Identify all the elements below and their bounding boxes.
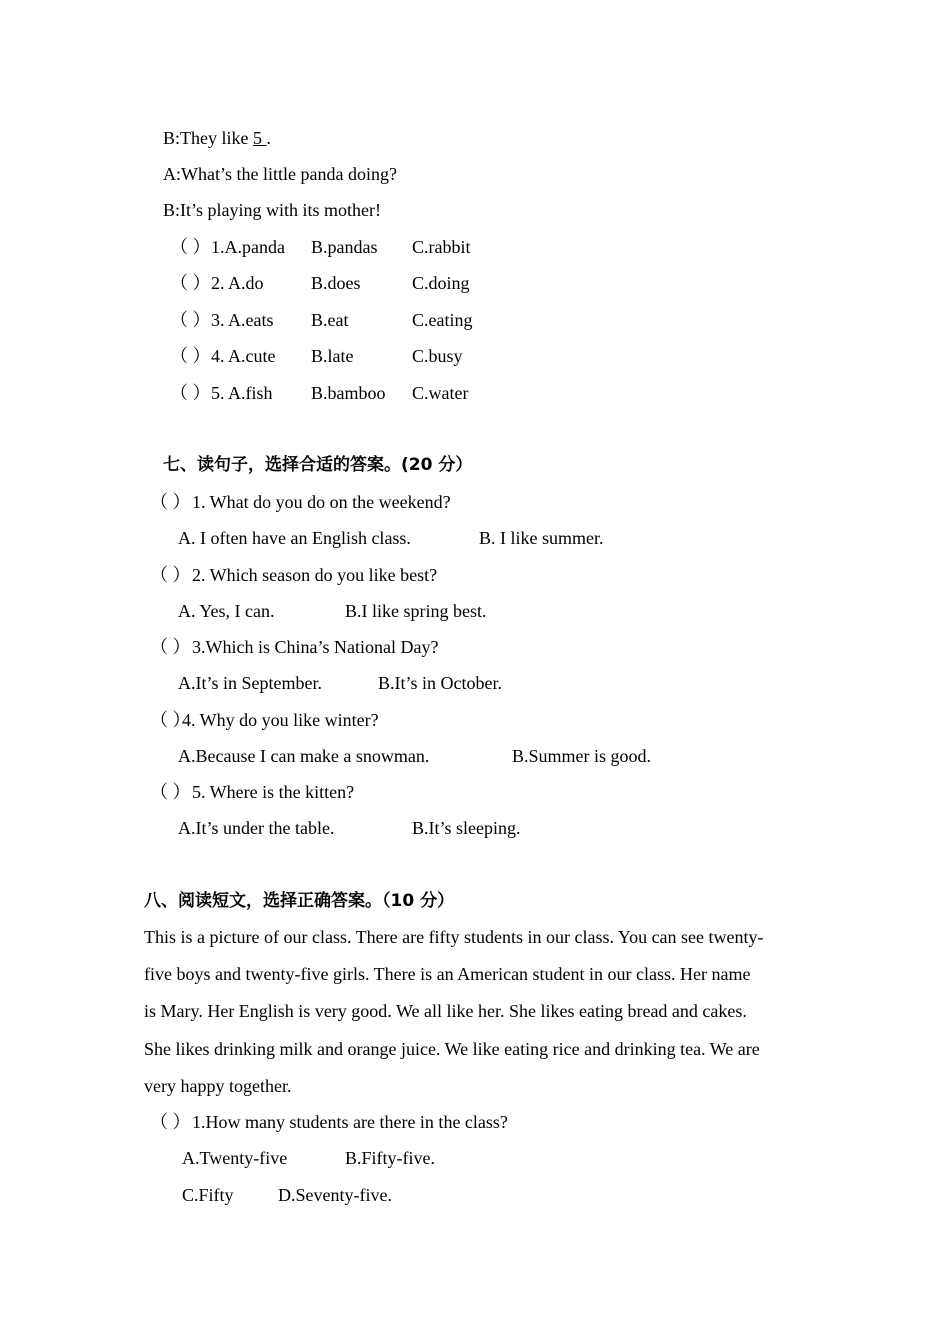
answer-paren[interactable]: （ ） (150, 565, 191, 585)
dialogue-line-1-suffix: . (266, 128, 271, 148)
question-text: 5. Where is the kitten? (192, 782, 355, 802)
answer-paren[interactable]: （ ） (170, 273, 211, 293)
option-c: C.Fifty (182, 1185, 234, 1205)
option-a: A.It’s in September. (178, 673, 322, 693)
option-num: 2. A.do (211, 273, 264, 293)
option-d: D.Seventy-five. (278, 1185, 392, 1205)
answer-paren[interactable]: （ ） (150, 637, 191, 657)
option-b: B.bamboo (311, 383, 386, 403)
dialogue-line-2: A:What’s the little panda doing? (163, 164, 397, 184)
option-b: B.pandas (311, 237, 378, 257)
option-c: C.busy (412, 346, 463, 366)
question-text: 1. What do you do on the weekend? (192, 492, 451, 512)
passage-line: very happy together. (144, 1076, 292, 1096)
option-a: A.Twenty-five (182, 1148, 288, 1168)
question-text: 4. Why do you like winter? (182, 710, 379, 730)
option-a: A. Yes, I can. (178, 601, 275, 621)
option-c: C.eating (412, 310, 473, 330)
dialogue-blank-5: 5 (252, 128, 267, 148)
option-a: A.It’s under the table. (178, 818, 335, 838)
option-b: B.It’s in October. (378, 673, 502, 693)
answer-paren[interactable]: （ ） (170, 346, 211, 366)
option-b: B.late (311, 346, 354, 366)
passage-line: is Mary. Her English is very good. We all like her. She likes eating bread and cakes. (144, 1001, 747, 1021)
answer-paren[interactable]: （ ） (170, 237, 211, 257)
answer-paren[interactable]: （ ） (150, 710, 191, 730)
option-c: C.water (412, 383, 469, 403)
section7-title: 七、读句子，选择合适的答案。(20 分） (163, 455, 473, 475)
answer-paren[interactable]: （ ） (150, 782, 191, 802)
answer-paren[interactable]: （ ） (150, 492, 191, 512)
dialogue-line-1-prefix: B:They like (163, 128, 253, 148)
option-c: C.doing (412, 273, 470, 293)
dialogue-line-1 (163, 127, 271, 149)
option-b: B.eat (311, 310, 349, 330)
option-num: 3. A.eats (211, 310, 274, 330)
option-b: B. I like summer. (479, 528, 604, 548)
option-b: B.Fifty-five. (345, 1148, 435, 1168)
question-text: 1.How many students are there in the class? (192, 1112, 508, 1132)
option-b: B.Summer is good. (512, 746, 652, 766)
passage-line: five boys and twenty-five girls. There is an American student in our class. Her name (144, 964, 751, 984)
option-b: B.It’s sleeping. (412, 818, 521, 838)
option-a: A. I often have an English class. (178, 528, 411, 548)
question-text: 3.Which is China’s National Day? (192, 637, 439, 657)
answer-paren[interactable]: （ ） (170, 383, 211, 403)
option-b: B.does (311, 273, 361, 293)
option-a: A.Because I can make a snowman. (178, 746, 430, 766)
option-b: B.I like spring best. (345, 601, 487, 621)
option-num: 1.A.panda (211, 237, 285, 257)
answer-paren[interactable]: （ ） (170, 310, 211, 330)
passage-line: She likes drinking milk and orange juice. We like eating rice and drinking tea. We are (144, 1039, 760, 1059)
passage-line: This is a picture of our class. There are fifty students in our class. You can see twenty- (144, 927, 764, 947)
option-num: 4. A.cute (211, 346, 276, 366)
option-num: 5. A.fish (211, 383, 273, 403)
question-text: 2. Which season do you like best? (192, 565, 438, 585)
answer-paren[interactable]: （ ） (150, 1112, 191, 1132)
dialogue-line-3: B:It’s playing with its mother! (163, 200, 381, 220)
option-c: C.rabbit (412, 237, 471, 257)
section8-title: 八、阅读短文，选择正确答案。（10 分） (144, 891, 455, 911)
